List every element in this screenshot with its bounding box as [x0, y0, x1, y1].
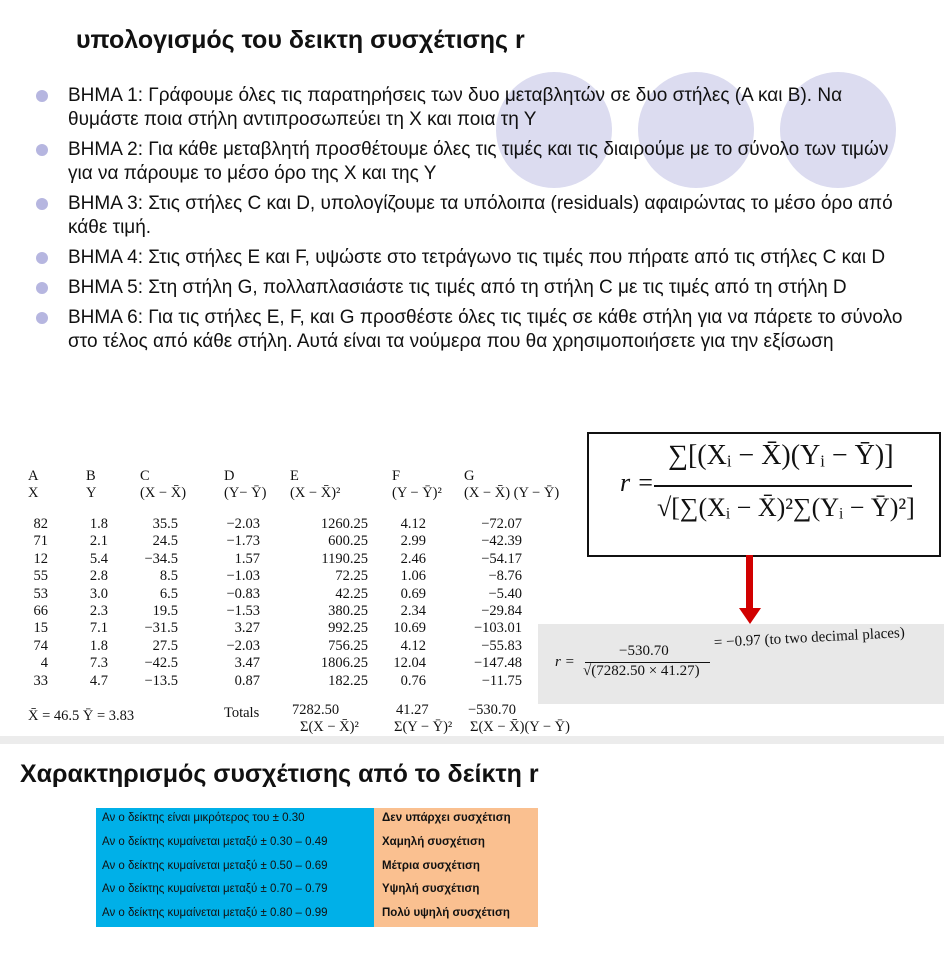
total-value: 7282.50 [292, 702, 340, 718]
step-text: ΒΗΜΑ 2: Για κάθε μεταβλητή προσθέτουμε όλες τις τιμές και τις διαιρούμε με το σύνολο των τιμών για να πάρουμε το μέσο όρο της Χ και της Υ [68, 139, 889, 184]
column-header: (Y − Ȳ)² [392, 485, 442, 501]
table-cell: −29.84 [481, 603, 522, 619]
table-cell: −1.53 [226, 603, 260, 619]
table-cell: 7.3 [89, 655, 108, 672]
classification-range: Αν ο δείκτης κυμαίνεται μεταξύ ± 0.80 – 0.99 [102, 907, 328, 919]
column-letter: G [464, 468, 475, 484]
bullet-icon [36, 198, 48, 210]
arrow-head-icon [739, 608, 761, 624]
table-cell: 5.4 [89, 550, 108, 567]
table-cell: −54.17 [481, 550, 522, 567]
table-cell: 74 [33, 637, 48, 654]
step-text: ΒΗΜΑ 5: Στη στήλη G, πολλαπλασιάστε τις τιμές από τη στήλη C με τις τιμές από τη στήλη D [68, 277, 847, 298]
bullet-icon [36, 252, 48, 264]
table-cell: −34.5 [144, 550, 178, 567]
table-cell: 12.04 [393, 655, 426, 672]
table-cell: −72.07 [481, 516, 522, 532]
table-cell: 8.5 [159, 568, 178, 585]
table-cell: 380.25 [328, 603, 368, 619]
table-cell: 0.87 [234, 672, 260, 689]
table-cell: 24.5 [152, 533, 178, 550]
table-cell: −8.76 [488, 568, 522, 585]
classification-range: Αν ο δείκτης κυμαίνεται μεταξύ ± 0.30 – 0.49 [102, 836, 328, 848]
table-cell: 4.12 [400, 637, 426, 654]
step-text: ΒΗΜΑ 1: Γράφουμε όλες τις παρατηρήσεις των δυο μεταβλητών σε δυο στήλες (Α και Β). Να θυμάστε ποια στήλη αντιπροσωπεύει τη Χ και ποια τη Υ [68, 85, 843, 130]
column-header: (X − X̄) [140, 485, 187, 501]
table-cell: 72.25 [335, 568, 368, 585]
table-cell: 1.8 [89, 637, 108, 654]
means-label: X̄ = 46.5 Ȳ = 3.83 [28, 708, 135, 724]
arrow-down-icon [746, 555, 753, 613]
total-value: 41.27 [396, 702, 429, 718]
fraction-line [654, 485, 912, 487]
step-text: ΒΗΜΑ 6: Για τις στήλες Ε, F, και G προσθέστε όλες τις τιμές σε κάθε στήλη για να πάρετε το σύνολο στο τέλος από κάθε στήλη. Αυτά είναι τα νούμερα που θα χρησιμοποιήσετε για την εξίσωση [68, 307, 903, 352]
totals-label: Totals [224, 705, 260, 721]
formula-denominator: √[∑(Xᵢ − X̄)²∑(Yᵢ − Ȳ)²] [657, 493, 915, 522]
total-note: Σ(X − X̄)² [300, 719, 359, 735]
table-cell: 2.8 [89, 568, 108, 585]
classification-label: Χαμηλή συσχέτιση [382, 836, 485, 848]
table-cell: 600.25 [328, 533, 368, 550]
table-cell: 3.47 [234, 655, 260, 672]
formula-numerator: ∑[(Xᵢ − X̄)(Yᵢ − Ȳ)] [668, 440, 894, 471]
table-cell: −31.5 [144, 620, 178, 637]
section-title: Χαρακτηρισμός συσχέτισης από το δείκτη r [20, 760, 539, 788]
table-cell: 33 [33, 672, 48, 689]
classification-label: Δεν υπάρχει συσχέτιση [382, 812, 511, 824]
column-header: (X − X̄)² [290, 485, 341, 501]
table-cell: 6.5 [159, 585, 178, 602]
table-cell: −13.5 [144, 672, 178, 689]
column-letter: A [28, 468, 39, 484]
step-text: ΒΗΜΑ 3: Στις στήλες C και D, υπολογίζουμε τα υπόλοιπα (residuals) αφαιρώντας το μέσο όρο από κάθε τιμή. [68, 193, 893, 238]
table-cell: 1.8 [89, 516, 108, 532]
table-cell: −42.5 [144, 655, 178, 672]
calculation-result: = −0.97 (to two decimal places) [713, 625, 906, 651]
table-cell: 7.1 [89, 620, 108, 637]
table-cell: −1.73 [226, 533, 260, 550]
table-cell: 1806.25 [320, 655, 368, 672]
table-cell: 15 [33, 620, 48, 637]
steps-list [30, 84, 910, 360]
table-cell: 4 [40, 655, 48, 672]
classification-range: Αν ο δείκτης κυμαίνεται μεταξύ ± 0.70 – 0.79 [102, 883, 328, 895]
classification-row [96, 808, 538, 831]
classification-label: Μέτρια συσχέτιση [382, 860, 480, 872]
table-cell: 3.0 [89, 585, 108, 602]
page-title: υπολογισμός του δεικτη συσχέτισης r [76, 26, 525, 54]
classification-range: Αν ο δείκτης είναι μικρότερος του ± 0.30 [102, 812, 305, 824]
table-cell: 1190.25 [321, 550, 368, 567]
column-header: (Y− Ȳ) [224, 485, 267, 501]
column-header: (X − X̄) (Y − Ȳ) [464, 485, 560, 501]
table-cell: 0.69 [400, 585, 426, 602]
classification-row [96, 879, 538, 902]
step-item [30, 84, 910, 132]
classification-row [96, 903, 538, 926]
table-cell: −5.40 [488, 585, 522, 602]
calculation-denominator: √(7282.50 × 41.27) [583, 663, 700, 679]
table-cell: 19.5 [152, 603, 178, 619]
classification-range: Αν ο δείκτης κυμαίνεται μεταξύ ± 0.50 – 0.69 [102, 860, 328, 872]
calculation-numerator: −530.70 [619, 643, 669, 659]
step-item [30, 138, 910, 186]
step-item [30, 192, 910, 240]
total-value: −530.70 [468, 702, 517, 718]
calculation-lhs: r = [555, 654, 575, 670]
column-header: X [28, 485, 39, 501]
table-cell: 10.69 [393, 620, 426, 637]
column-letter: B [86, 468, 96, 484]
step-item [30, 306, 910, 354]
table-cell: 53 [33, 585, 48, 602]
bullet-icon [36, 144, 48, 156]
classification-row [96, 832, 538, 855]
bullet-icon [36, 90, 48, 102]
table-cell: 66 [33, 603, 48, 619]
step-text: ΒΗΜΑ 4: Στις στήλες Ε και F, υψώστε στο τετράγωνο τις τιμές που πήρατε από τις στήλες C και D [68, 247, 886, 268]
table-cell: 35.5 [152, 516, 178, 532]
table-cell: 55 [33, 568, 48, 585]
column-letter: F [392, 468, 401, 484]
table-cell: 4.7 [89, 672, 108, 689]
table-cell: 0.76 [400, 672, 426, 689]
classification-table [96, 808, 538, 927]
bullet-icon [36, 282, 48, 294]
table-cell: 71 [33, 533, 48, 550]
section-divider [0, 736, 944, 744]
step-item [30, 276, 910, 300]
total-note: Σ(X − X̄)(Y − Ȳ) [470, 719, 570, 735]
table-cell: −2.03 [226, 637, 260, 654]
bullet-icon [36, 312, 48, 324]
table-cell: −0.83 [226, 585, 260, 602]
table-cell: −1.03 [226, 568, 260, 585]
table-cell: −147.48 [473, 655, 522, 672]
table-cell: 12 [33, 550, 48, 567]
classification-label: Υψηλή συσχέτιση [382, 883, 480, 895]
table-cell: 4.12 [400, 516, 426, 532]
table-cell: 27.5 [152, 637, 178, 654]
classification-label: Πολύ υψηλή συσχέτιση [382, 907, 510, 919]
step-item [30, 246, 910, 270]
table-cell: −55.83 [481, 637, 522, 654]
total-note: Σ(Y − Ȳ)² [394, 719, 453, 735]
column-letter: E [290, 468, 299, 484]
column-header: Y [86, 485, 97, 501]
table-cell: 42.25 [335, 585, 368, 602]
table-cell: 2.46 [400, 550, 426, 567]
table-cell: −42.39 [481, 533, 522, 550]
table-cell: 756.25 [328, 637, 368, 654]
table-cell: 2.99 [400, 533, 426, 550]
table-cell: 2.3 [89, 603, 108, 619]
table-cell: 3.27 [234, 620, 260, 637]
table-cell: 82 [33, 516, 48, 532]
table-cell: 182.25 [328, 672, 368, 689]
formula-lhs: r = [620, 468, 655, 497]
column-letter: D [224, 468, 235, 484]
table-cell: −2.03 [226, 516, 260, 532]
table-cell: 2.1 [89, 533, 108, 550]
table-cell: 1.57 [234, 550, 260, 567]
table-cell: 2.34 [400, 603, 426, 619]
column-letter: C [140, 468, 150, 484]
table-cell: 1.06 [400, 568, 426, 585]
classification-row [96, 856, 538, 879]
table-cell: −11.75 [481, 672, 522, 689]
table-cell: 992.25 [328, 620, 368, 637]
table-cell: 1260.25 [320, 516, 368, 532]
table-cell: −103.01 [473, 620, 522, 637]
